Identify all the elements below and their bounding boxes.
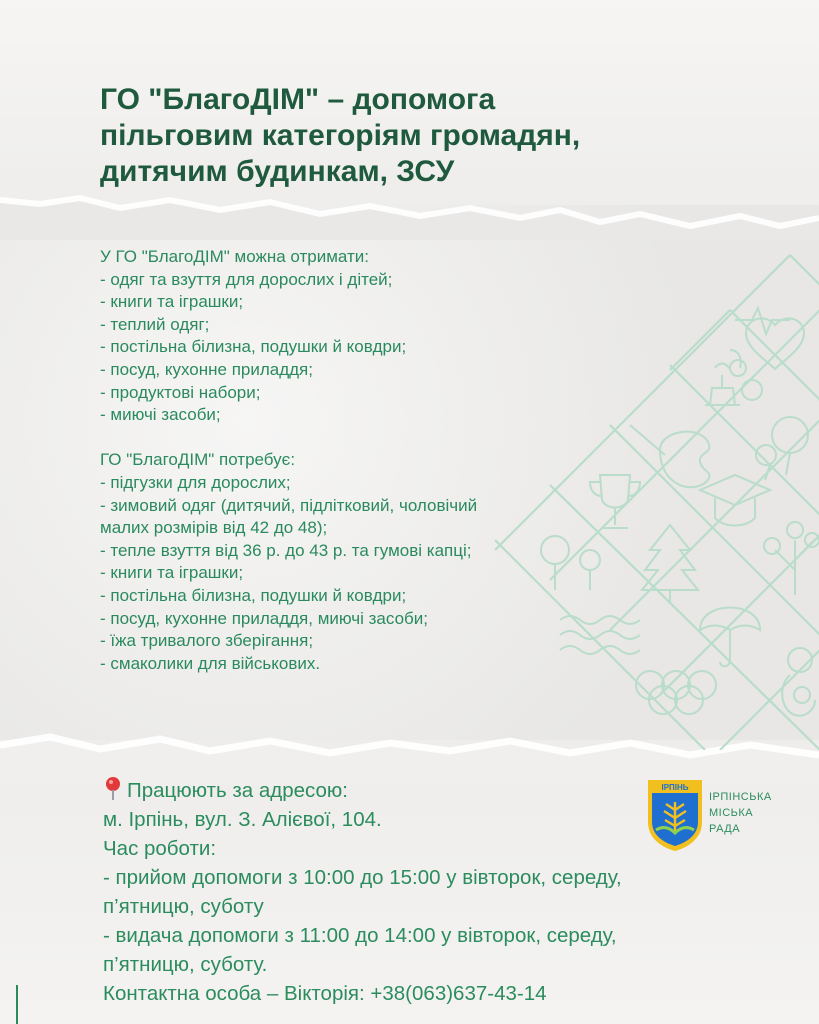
- list-item: - книги та іграшки;: [100, 563, 244, 583]
- pine-tree-icon: [642, 525, 698, 602]
- list-item: - смаколики для військових.: [100, 653, 321, 673]
- hours-distribution: - видача допомоги з 11:00 до 14:00 у вівторок, середу,: [103, 924, 617, 947]
- list-item: - книги та іграшки;: [100, 292, 244, 312]
- balloon-icon: [756, 417, 808, 480]
- council-name-line: РАДА: [709, 823, 741, 835]
- contact-info: [103, 776, 622, 1008]
- list-item: - постільна білизна, подушки й ковдри;: [100, 337, 407, 357]
- council-name-line: МІСЬКА: [709, 807, 754, 819]
- trophy-icon: [590, 475, 640, 528]
- address-label: Працюють за адресою:: [127, 779, 348, 802]
- city-emblem-icon: [646, 778, 704, 852]
- accent-line: [16, 985, 18, 1024]
- tree-icon-left: [541, 536, 600, 590]
- list-item: - тепле взуття від 36 р. до 43 р. та гумові капці;: [100, 540, 472, 560]
- contact-person: Контактна особа – Вікторія: +38(063)637-43-14: [103, 982, 547, 1005]
- graduation-cap-icon: [700, 475, 770, 526]
- title-line: пільговим категоріям громадян,: [100, 119, 581, 152]
- page-title: [100, 82, 740, 190]
- list-item: - посуд, кухонне приладдя;: [100, 359, 313, 379]
- pin-icon: [103, 776, 123, 800]
- list-item: - теплий одяг;: [100, 314, 210, 334]
- offer-heading: У ГО "БлагоДІМ" можна отримати:: [100, 247, 370, 266]
- title-line: дитячим будинкам, ЗСУ: [100, 155, 455, 188]
- list-item: - постільна білизна, подушки й ковдри;: [100, 585, 407, 605]
- umbrella-icon: [700, 608, 760, 667]
- list-spacer: [100, 427, 477, 450]
- emblem-text: ІРПІНЬ: [661, 783, 689, 792]
- council-name: [709, 789, 772, 837]
- hours-intake: - прийом допомоги з 10:00 до 15:00 у вівторок, середу,: [103, 866, 622, 889]
- list-item: - підгузки для дорослих;: [100, 472, 291, 492]
- decorative-icon-grid: [490, 250, 819, 750]
- list-item: - їжа тривалого зберігання;: [100, 631, 314, 651]
- info-lists: [100, 246, 477, 675]
- hours-label: Час роботи:: [103, 837, 217, 860]
- council-name-line: ІРПІНСЬКА: [709, 791, 772, 803]
- list-item: - посуд, кухонне приладдя, миючі засоби;: [100, 608, 428, 628]
- list-item: - продуктові набори;: [100, 382, 261, 402]
- hours-intake-days: п’ятницю, суботу: [103, 895, 264, 918]
- title-line: ГО "БлагоДІМ" – допомога: [100, 83, 496, 116]
- list-item: - зимовий одяг (дитячий, підлітковий, чоловічий: [100, 495, 478, 515]
- address: м. Ірпінь, вул. З. Алієвої, 104.: [103, 808, 382, 831]
- waves-icon: [560, 616, 640, 654]
- list-item: - миючі засоби;: [100, 405, 221, 425]
- address-label-row: [103, 776, 622, 805]
- list-item: - одяг та взуття для дорослих і дітей;: [100, 269, 393, 289]
- list-item: малих розмірів від 42 до 48);: [100, 518, 328, 538]
- needs-heading: ГО "БлагоДІМ" потребує:: [100, 450, 296, 470]
- hours-distribution-days: п’ятницю, суботу.: [103, 953, 268, 976]
